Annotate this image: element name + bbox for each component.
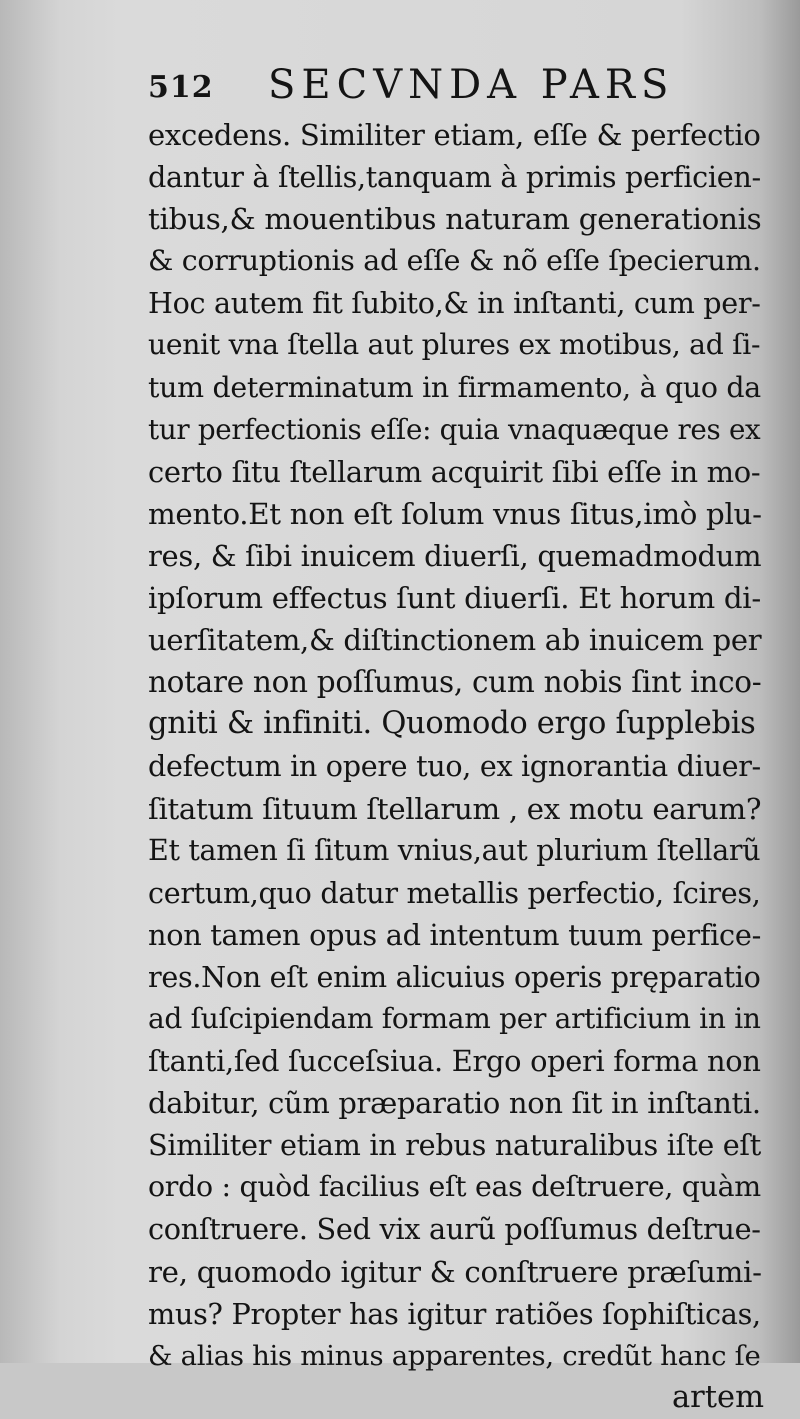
text-line: defectum in opere tuo, ex ignorantia diuer- <box>148 749 761 784</box>
text-line: & corruptionis ad eſſe & nõ eſſe ſpecierum. <box>148 244 761 278</box>
text-line: Similiter etiam in rebus naturalibus iſte eſt <box>148 1128 761 1163</box>
text-line: ſtanti,ſed ſucceſsiua. Ergo operi forma non <box>148 1044 761 1079</box>
page-number: 512 <box>148 70 214 105</box>
body-text <box>148 114 768 1419</box>
page-header <box>148 62 768 112</box>
text-line: tur perfectionis eſſe: quia vnaquæque res ex <box>148 412 761 446</box>
text-line: dantur à ſtellis,tanquam à primis perficien- <box>148 160 761 195</box>
catchword: artem <box>672 1379 764 1415</box>
text-line: certum,quo datur metallis perfectio, ſcires, <box>148 875 761 910</box>
text-line: res.Non eſt enim alicuius operis pręparatio <box>148 959 761 994</box>
text-line: Et tamen ſi ſitum vnius,aut plurium ſtellarũ <box>148 833 761 867</box>
running-head: SECVNDA PARS <box>268 62 675 108</box>
text-line: ſitatum ſituum ſtellarum , ex motu earum? <box>148 791 762 826</box>
text-line: uenit vna ſtella aut plures ex motibus, ad ſi- <box>148 328 761 362</box>
text-line: res, & ſibi inuicem diuerſi, quemadmodum <box>148 538 762 573</box>
text-line: mus? Propter has igitur ratiões ſophiſticas, <box>148 1296 761 1331</box>
text-line: certo ſitu ſtellarum acquirit ſibi eſſe in mo- <box>148 454 761 489</box>
text-line: ordo : quòd facilius eſt eas deſtruere, quàm <box>148 1170 761 1204</box>
text-line: notare non poſſumus, cum nobis ſint inco- <box>148 665 762 700</box>
text-line: excedens. Similiter etiam, eſſe & perfectio <box>148 118 761 152</box>
text-line: mento.Et non eſt ſolum vnus ſitus,imò plu- <box>148 496 762 531</box>
text-line: ipſorum effectus ſunt diuerſi. Et horum di- <box>148 581 761 616</box>
text-line: Hoc autem fit ſubito,& in inſtanti, cum per- <box>148 286 761 321</box>
text-line: uerſitatem,& diſtinctionem ab inuicem per <box>148 623 762 658</box>
text-line: ad ſuſcipiendam formam per artificium in in <box>148 1001 761 1035</box>
text-line: dabitur, cũm præparatio non ſit in inſtanti. <box>148 1086 761 1121</box>
text-line: non tamen opus ad intentum tuum perfice- <box>148 917 761 952</box>
text-line: re, quomodo igitur & conſtruere præſumi- <box>148 1254 762 1289</box>
text-line: gniti & infiniti. Quomodo ergo ſupplebis <box>148 706 756 742</box>
text-line: & alias his minus apparentes, credũt hanc ſe <box>148 1339 761 1372</box>
text-line: tibus,& mouentibus naturam generationis <box>148 202 762 237</box>
text-line: tum determinatum in firmamento, à quo da <box>148 370 761 404</box>
text-line: conſtruere. Sed vix aurũ poſſumus deſtrue- <box>148 1212 761 1247</box>
